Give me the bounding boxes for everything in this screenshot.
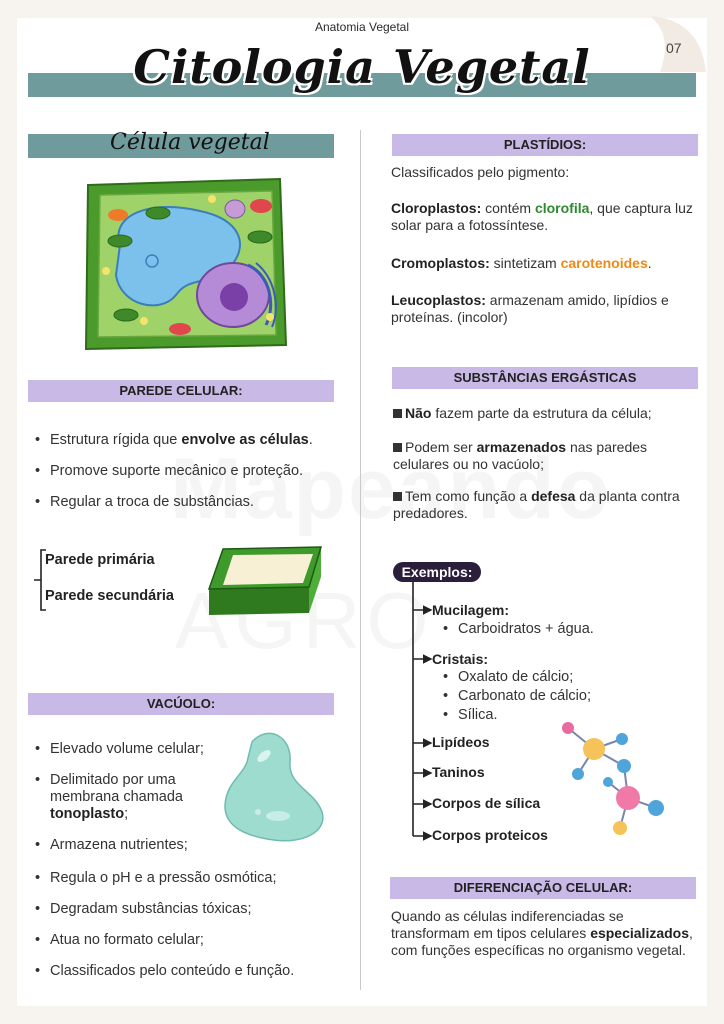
ergastic-text: Podem ser bbox=[405, 439, 477, 455]
subject-label: Anatomia Vegetal bbox=[314, 20, 410, 34]
square-bullet-icon bbox=[393, 492, 402, 501]
ergastic-point-1 bbox=[393, 405, 703, 422]
ergastic-bold: defesa bbox=[531, 488, 576, 504]
cell-section-heading bbox=[28, 130, 334, 158]
chlorophyll-highlight: clorofila bbox=[534, 200, 590, 216]
cell-wall-box-icon bbox=[205, 543, 325, 619]
differentiation-heading: DIFERENCIAÇÃO CELULAR: bbox=[390, 877, 696, 899]
list-item: • Promove suporte mecânico e proteção. bbox=[30, 463, 350, 480]
mucilage-list bbox=[438, 621, 678, 638]
chloroplast-text bbox=[391, 200, 701, 234]
list-item-line: Delimitado por uma bbox=[50, 772, 176, 788]
examples-tree-lines bbox=[405, 582, 435, 844]
chloroplast-label: Cloroplastos: bbox=[391, 200, 482, 216]
ergastic-bold: armazenados bbox=[476, 439, 567, 455]
molecule-icon bbox=[556, 716, 670, 840]
plastids-heading: PLASTÍDIOS: bbox=[392, 134, 698, 156]
list-item: • Sílica. bbox=[438, 706, 678, 725]
chromoplast-end: . bbox=[647, 255, 652, 271]
example-tannins: Taninos bbox=[432, 764, 485, 780]
carotenoids-highlight: carotenoides bbox=[560, 255, 648, 271]
list-item: • Carboidratos + água. bbox=[438, 621, 678, 638]
column-divider bbox=[360, 130, 361, 990]
chloroplast-desc-end: , que captura luz solar para a fotossíntese. bbox=[391, 200, 693, 233]
list-item: • Regular a troca de substâncias. bbox=[30, 494, 350, 511]
list-item bbox=[30, 432, 350, 449]
secondary-wall-label: Parede secundária bbox=[45, 588, 174, 604]
leucoplast-label: Leucoplastos: bbox=[391, 292, 486, 308]
vacuole-heading: VACÚOLO: bbox=[28, 693, 334, 715]
list-item: • Degradam substâncias tóxicas; bbox=[30, 901, 360, 918]
chromoplast-desc: sintetizam bbox=[489, 255, 561, 271]
leucoplast-desc: armazenam amido, lipídios e proteínas. (incolor) bbox=[391, 292, 669, 325]
example-protein-bodies: Corpos proteicos bbox=[432, 827, 548, 843]
cell-wall-heading: PAREDE CELULAR: bbox=[28, 380, 334, 402]
list-item-bold: tonoplasto bbox=[50, 806, 125, 822]
example-crystals: Cristais: bbox=[432, 651, 489, 667]
example-silica-bodies: Corpos de sílica bbox=[432, 795, 541, 811]
page-title: Citologia Vegetal bbox=[133, 40, 591, 94]
ergastic-text: Tem como função a bbox=[405, 488, 532, 504]
differentiation-desc: Quando as células indiferenciadas se transformam em tipos celulares bbox=[391, 908, 624, 941]
ergastic-text: da planta contra predadores. bbox=[393, 488, 680, 521]
list-item-end: . bbox=[308, 432, 313, 448]
cell-wall-list bbox=[30, 432, 350, 511]
list-item-bold: envolve as células bbox=[181, 432, 309, 448]
chromoplast-text bbox=[391, 255, 701, 272]
plastids-intro: Classificados pelo pigmento: bbox=[391, 164, 570, 180]
list-item: • Elevado volume celular; bbox=[30, 741, 360, 758]
plant-cell-illustration bbox=[80, 175, 292, 353]
list-item-line: membrana chamada bbox=[50, 789, 183, 805]
list-item: • Regula o pH e a pressão osmótica; bbox=[30, 870, 360, 887]
example-lipids: Lipídeos bbox=[432, 734, 490, 750]
vacuole-blob-illustration bbox=[218, 728, 328, 846]
examples-label: Exemplos: bbox=[393, 562, 481, 582]
primary-wall-label: Parede primária bbox=[45, 552, 155, 568]
square-bullet-icon bbox=[393, 409, 402, 418]
ergastic-heading: SUBSTÂNCIAS ERGÁSTICAS bbox=[392, 367, 698, 389]
differentiation-desc-end: , com funções específicas no organismo vegetal. bbox=[391, 925, 693, 958]
list-item: • Armazena nutrientes; bbox=[30, 837, 360, 854]
page-number: 07 bbox=[666, 40, 682, 56]
list-item: • Classificados pelo conteúdo e função. bbox=[30, 963, 360, 980]
differentiation-text bbox=[391, 908, 703, 959]
ergastic-text: nas paredes celulares ou no vacúolo; bbox=[393, 439, 648, 472]
ergastic-point-2 bbox=[393, 439, 703, 473]
list-item: • Oxalato de cálcio; bbox=[438, 668, 678, 687]
list-item: • Atua no formato celular; bbox=[30, 932, 360, 949]
differentiation-bold: especializados bbox=[590, 925, 690, 941]
cell-section-title: Célula vegetal bbox=[110, 130, 270, 155]
chromoplast-label: Cromoplastos: bbox=[391, 255, 490, 271]
list-item-text: Estrutura rígida que bbox=[50, 432, 182, 448]
ergastic-text: fazem parte da estrutura da célula; bbox=[431, 405, 652, 421]
ergastic-point-3 bbox=[393, 488, 703, 522]
chloroplast-desc: contém bbox=[481, 200, 535, 216]
list-item: • Carbonato de cálcio; bbox=[438, 687, 678, 706]
square-bullet-icon bbox=[393, 443, 402, 452]
list-item-end: ; bbox=[124, 806, 129, 822]
ergastic-bold: Não bbox=[405, 405, 432, 421]
leucoplast-text bbox=[391, 292, 701, 326]
example-mucilage: Mucilagem: bbox=[432, 602, 510, 618]
